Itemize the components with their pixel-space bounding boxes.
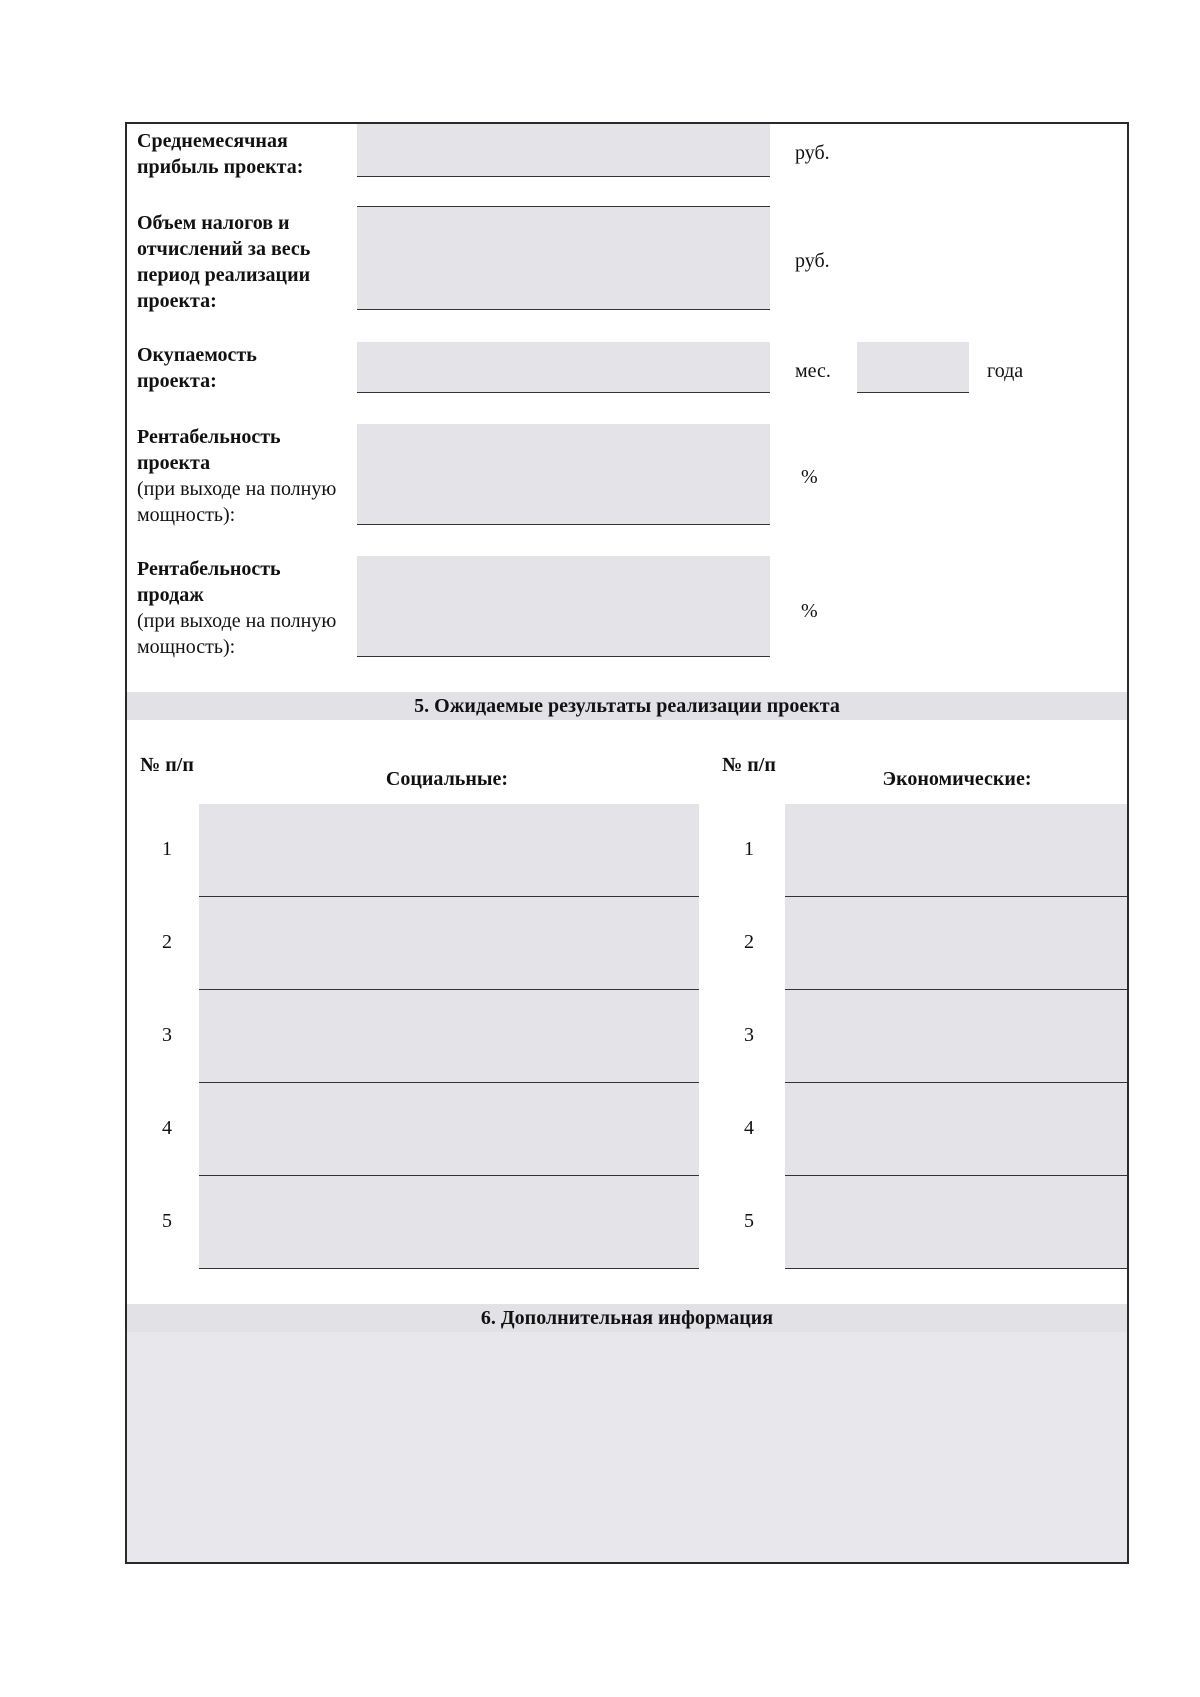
- social-result-field-2[interactable]: [199, 897, 699, 990]
- taxes-field[interactable]: [357, 206, 770, 310]
- social-result-field-4[interactable]: [199, 1083, 699, 1176]
- sales-profitability-title: Рентабельность продаж: [137, 558, 281, 606]
- form-frame: [125, 122, 1129, 1564]
- economic-result-field-5[interactable]: [785, 1176, 1127, 1269]
- payback-years-unit: года: [987, 360, 1024, 382]
- social-row-number: 4: [162, 1117, 172, 1139]
- monthly-profit-label: Среднемесячная прибыль проекта:: [137, 130, 304, 178]
- payback-months-field[interactable]: [357, 342, 770, 393]
- economic-result-field-3[interactable]: [785, 990, 1127, 1083]
- economic-row-number: 1: [744, 838, 754, 860]
- project-profitability-unit: %: [801, 466, 818, 488]
- project-profitability-field[interactable]: [357, 424, 770, 525]
- social-result-field-5[interactable]: [199, 1176, 699, 1269]
- economic-row-number: 4: [744, 1117, 754, 1139]
- economic-result-field-1[interactable]: [785, 804, 1127, 897]
- taxes-label: Объем налогов и отчислений за весь период реализации проекта:: [137, 212, 311, 312]
- social-num-header: № п/п: [140, 754, 194, 776]
- section5-title: 5. Ожидаемые результаты реализации проекта: [127, 692, 1127, 720]
- economic-result-field-2[interactable]: [785, 897, 1127, 990]
- payback-years-field[interactable]: [857, 342, 969, 393]
- social-row-number: 2: [162, 931, 172, 953]
- economic-num-header: № п/п: [722, 754, 776, 776]
- monthly-profit-field[interactable]: [357, 124, 770, 177]
- project-profitability-title: Рентабельность проекта: [137, 426, 281, 474]
- social-row-number: 3: [162, 1024, 172, 1046]
- social-result-field-1[interactable]: [199, 804, 699, 897]
- social-header: Социальные:: [385, 768, 509, 790]
- social-row-number: 5: [162, 1210, 172, 1232]
- monthly-profit-unit: руб.: [795, 142, 830, 164]
- economic-row-number: 2: [744, 931, 754, 953]
- project-profitability-note: (при выходе на полную мощность):: [137, 478, 337, 526]
- project-profitability-label: [137, 424, 347, 528]
- economic-row-number: 5: [744, 1210, 754, 1232]
- payback-months-unit: мес.: [795, 360, 831, 382]
- payback-label: Окупаемость проекта:: [137, 344, 257, 392]
- taxes-unit: руб.: [795, 250, 830, 272]
- sales-profitability-label: [137, 556, 347, 660]
- economic-result-field-4[interactable]: [785, 1083, 1127, 1176]
- section6-title: 6. Дополнительная информация: [127, 1304, 1127, 1332]
- additional-info-field[interactable]: [127, 1332, 1127, 1562]
- sales-profitability-field[interactable]: [357, 556, 770, 657]
- sales-profitability-note: (при выходе на полную мощность):: [137, 610, 337, 658]
- sales-profitability-unit: %: [801, 600, 818, 622]
- social-result-field-3[interactable]: [199, 990, 699, 1083]
- social-row-number: 1: [162, 838, 172, 860]
- economic-header: Экономические:: [882, 768, 1032, 790]
- economic-row-number: 3: [744, 1024, 754, 1046]
